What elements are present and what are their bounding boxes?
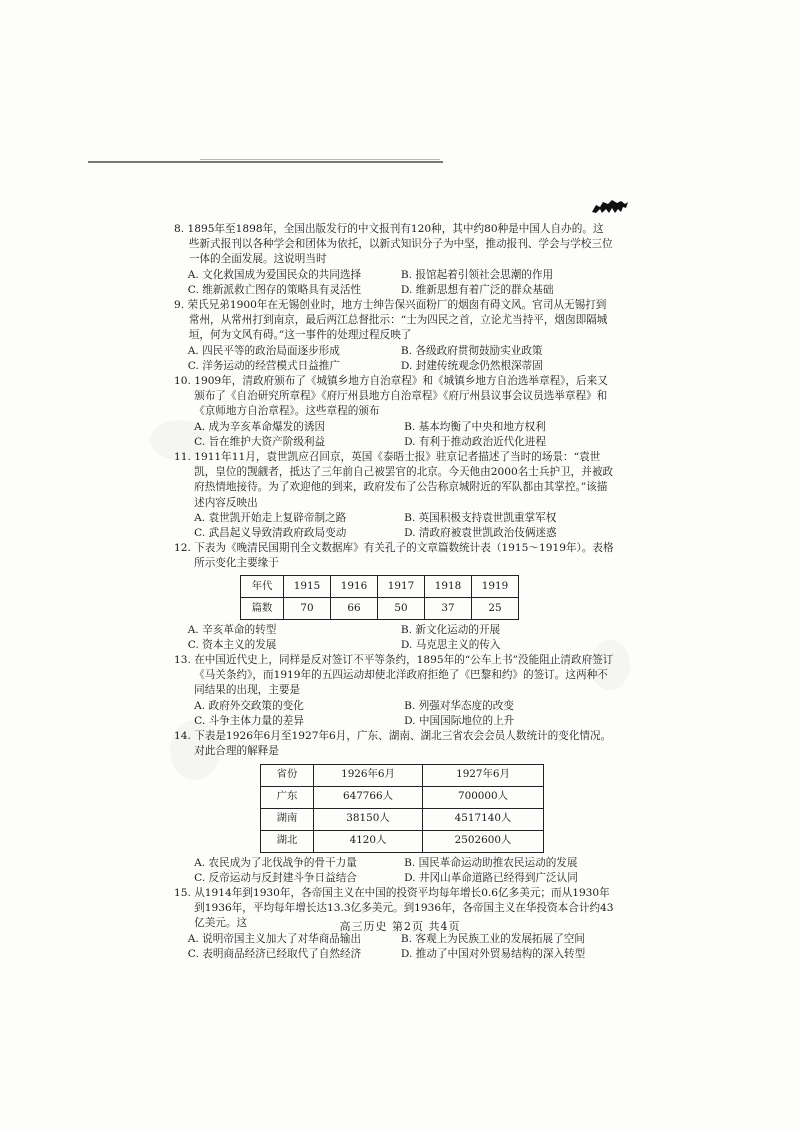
table-cell: 省份 bbox=[261, 764, 314, 786]
table-header-row bbox=[261, 764, 544, 786]
question-11 bbox=[174, 450, 614, 541]
table-row bbox=[261, 786, 544, 808]
question-stem: 14. 下表是1926年6月至1927年6月，广东、湖南、湖北三省农会会员人数统计的变化情况。对此合理的解释是 bbox=[174, 730, 612, 758]
option-c: C. 资本主义的发展 bbox=[187, 638, 277, 651]
table-cell: 647766人 bbox=[314, 786, 423, 808]
article-count-table bbox=[240, 575, 519, 620]
page-footer: 高三历史 第2页 共4页 bbox=[339, 920, 461, 933]
option-a: A. 成为辛亥革命爆发的诱因 bbox=[194, 420, 326, 433]
question-9 bbox=[174, 298, 614, 374]
question-stem: 9. 荣氏兄弟1900年在无锡创业时，地方士绅告保兴面粉厂的烟囱有碍文风。官司从无锡打到常州，从常州打到南京，最后两江总督批示：“士为四民之首，立论尤当持平，烟囱即隔城垣，何为文风有碍。”这一事件的处理过程反映了 bbox=[174, 299, 608, 342]
option-d: D. 维新思想有着广泛的群众基础 bbox=[400, 283, 554, 296]
table-cell: 1927年6月 bbox=[423, 764, 544, 786]
option-d: D. 封建传统观念仍然根深蒂固 bbox=[400, 359, 543, 372]
option-d: D. 马克思主义的传入 bbox=[400, 638, 501, 651]
option-a: A. 袁世凯开始走上复辟帝制之路 bbox=[194, 511, 347, 524]
question-list bbox=[174, 222, 614, 962]
table-cell: 2502600人 bbox=[423, 830, 544, 852]
table-header-row bbox=[241, 575, 519, 597]
table-cell: 50 bbox=[378, 597, 425, 619]
option-group bbox=[174, 699, 614, 729]
option-group bbox=[174, 623, 614, 653]
table-cell: 4120人 bbox=[314, 830, 423, 852]
option-group bbox=[174, 344, 614, 374]
question-stem: 8. 1895年至1898年，全国出版发行的中文报刊有120种，其中约80种是中国人自办的。这些新式报刊以各种学会和团体为依托，以新式知识分子为中坚，推动报刊、学会与学校三位一体的全面发展。这说明当时 bbox=[174, 223, 613, 266]
table-row bbox=[261, 808, 544, 830]
option-a: A. 说明帝国主义加大了对华商品输出 bbox=[187, 932, 362, 945]
option-d: D. 推动了中国对外贸易结构的深入转型 bbox=[400, 947, 586, 960]
option-c: C. 洋务运动的经营模式日益推广 bbox=[187, 359, 340, 372]
option-group bbox=[174, 420, 614, 450]
option-a: A. 农民成为了北伐战争的骨干力量 bbox=[194, 856, 357, 869]
option-b: B. 报馆起着引领社会思潮的作用 bbox=[400, 268, 554, 281]
question-14 bbox=[174, 729, 614, 886]
option-group bbox=[174, 511, 614, 541]
table-cell: 湖北 bbox=[261, 830, 314, 852]
table-cell: 37 bbox=[425, 597, 472, 619]
option-b: B. 各级政府贯彻鼓励实业政策 bbox=[400, 344, 543, 357]
table-cell: 25 bbox=[472, 597, 519, 619]
option-c: C. 表明商品经济已经取代了自然经济 bbox=[187, 947, 362, 960]
option-b: B. 新文化运动的开展 bbox=[400, 623, 501, 636]
table-cell: 篇数 bbox=[241, 597, 284, 619]
table-cell: 年代 bbox=[241, 575, 284, 597]
table-cell: 1918 bbox=[425, 575, 472, 597]
table-cell: 1915 bbox=[284, 575, 331, 597]
question-8 bbox=[174, 222, 614, 298]
table-cell: 1916 bbox=[331, 575, 378, 597]
option-b: B. 基本均衡了中央和地方权利 bbox=[404, 420, 546, 433]
table-cell: 38150人 bbox=[314, 808, 423, 830]
option-a: A. 文化救国成为爱国民众的共同选择 bbox=[187, 268, 362, 281]
option-d: D. 有利于推动政治近代化进程 bbox=[404, 435, 547, 448]
option-b: B. 客观上为民族工业的发展拓展了空间 bbox=[400, 932, 585, 945]
table-cell: 66 bbox=[331, 597, 378, 619]
table-cell: 1919 bbox=[472, 575, 519, 597]
table-cell: 广东 bbox=[261, 786, 314, 808]
table-row bbox=[261, 830, 544, 852]
table-cell: 1917 bbox=[378, 575, 425, 597]
question-13 bbox=[174, 653, 614, 729]
question-stem: 12. 下表为《晚清民国期刊全文数据库》有关孔子的文章篇数统计表（1915～1919年）。表格所示变化主要缘于 bbox=[174, 542, 614, 570]
option-d: D. 清政府被袁世凯政治伎俩迷惑 bbox=[404, 527, 557, 540]
option-c: C. 反帝运动与反封建斗争日益结合 bbox=[194, 871, 357, 884]
option-group bbox=[174, 268, 614, 298]
option-a: A. 政府外交政策的变化 bbox=[194, 699, 304, 712]
peasant-association-table bbox=[260, 764, 544, 853]
table-cell: 1926年6月 bbox=[314, 764, 423, 786]
top-rule-faint bbox=[200, 159, 440, 160]
option-b: B. 列强对华态度的改变 bbox=[404, 699, 514, 712]
animal-stamp-icon bbox=[590, 196, 630, 216]
table-cell: 湖南 bbox=[261, 808, 314, 830]
question-10 bbox=[174, 374, 614, 450]
question-stem: 11. 1911年11月，袁世凯应召回京，英国《泰晤士报》驻京记者描述了当时的场景：“袁世凯，皇位的觊觎者，抵达了三年前自己被罢官的北京。今天他由2000名士兵护卫，并被政府热情地接待。为了欢迎他的到来，政府发布了公告称京城附近的军队都由其掌控。”该描述内容反映出 bbox=[174, 451, 614, 509]
top-rule bbox=[88, 161, 443, 163]
table-cell: 70 bbox=[284, 597, 331, 619]
option-c: C. 旨在维护大资产阶级利益 bbox=[194, 435, 326, 448]
option-c: C. 武昌起义导致清政府政局变动 bbox=[194, 527, 347, 540]
option-c: C. 维新派救亡图存的策略具有灵活性 bbox=[187, 283, 362, 296]
question-stem: 10. 1909年，清政府颁布了《城镇乡地方自治章程》和《城镇乡地方自治选举章程》，后来又颁布了《自治研究所章程》《府厅州县地方自治章程》《府厅州县议事会议员选举章程》和《京师地方自治章程》。这些章程的颁布 bbox=[174, 375, 608, 418]
option-group bbox=[174, 932, 614, 962]
option-group bbox=[174, 856, 614, 886]
option-d: D. 中国国际地位的上升 bbox=[404, 714, 515, 727]
question-12 bbox=[174, 541, 614, 653]
option-a: A. 辛亥革命的转型 bbox=[187, 623, 277, 636]
table-cell: 4517140人 bbox=[423, 808, 544, 830]
option-d: D. 井冈山革命道路已经得到广泛认同 bbox=[404, 871, 578, 884]
option-b: B. 英国积极支持袁世凯重掌军权 bbox=[404, 511, 557, 524]
option-b: B. 国民革命运动助推农民运动的发展 bbox=[404, 856, 578, 869]
option-c: C. 斗争主体力量的差异 bbox=[194, 714, 304, 727]
option-a: A. 四民平等的政治局面逐步形成 bbox=[187, 344, 340, 357]
question-stem: 13. 在中国近代史上，同样是反对签订不平等条约，1895年的“公车上书”没能阻止清政府签订《马关条约》，而1919年的五四运动却使北洋政府拒绝了《巴黎和约》的签订。这两种不同结果的出现，主要是 bbox=[174, 654, 614, 697]
table-row bbox=[241, 597, 519, 619]
table-cell: 700000人 bbox=[423, 786, 544, 808]
question-stem: 15. 从1914年到1930年，各帝国主义在中国的投资平均每年增长0.6亿多美元；而从1930年到1936年，平均每年增长达13.3亿多美元。到1936年，各帝国主义在华投资本合计约43亿美元。这 bbox=[174, 886, 614, 930]
